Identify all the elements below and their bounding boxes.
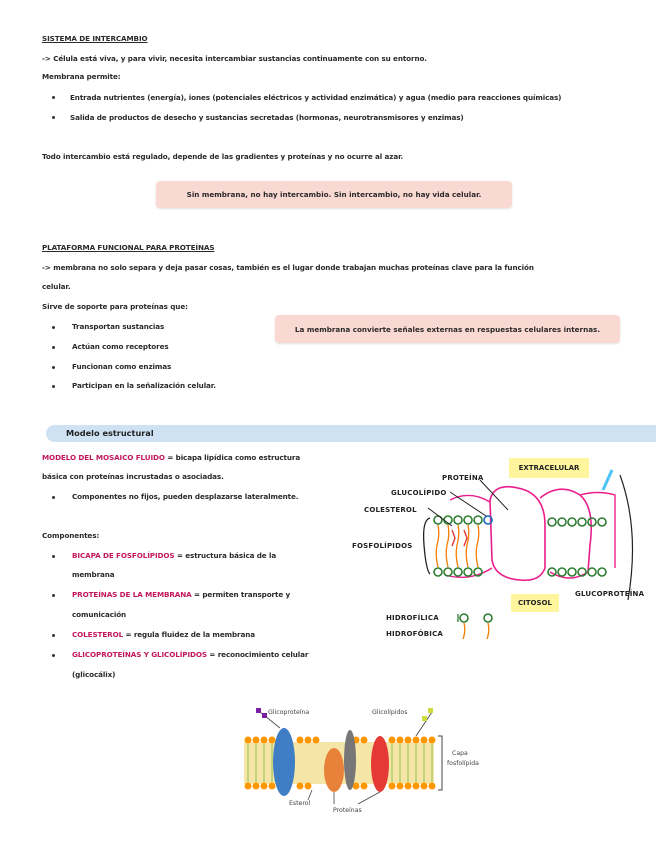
bullet [52,96,55,99]
figure-proteinas: Proteínas [333,807,362,814]
component-bilayer-desc2: membrana [72,570,115,579]
bullet [52,326,55,329]
glucolipido-label: GLUCOLÍPIDO [391,489,447,497]
section3-title: Modelo estructural [66,428,154,438]
upper-heads [434,516,606,526]
bullet-entry: Entrada nutrientes (energía), iones (potenciales eléctricos y actividad enzimática) y agua (medio para reacciones químicas) [70,93,562,102]
bullet [52,116,55,119]
bullet [52,385,55,388]
figure-capa: Capa [452,750,468,757]
bullet [52,634,55,637]
glycoprotein-pointer [620,475,633,600]
esterol-pointer [308,790,312,800]
section2-line2: celular. [42,282,71,291]
component-bilayer-desc: = estructura básica de la [174,551,277,560]
bullet [52,496,55,499]
blue-protein [273,728,295,796]
protein-blob [540,489,591,578]
bullet [52,555,55,558]
callout-exchange-text: Sin membrana, no hay intercambio. Sin intercambio, no hay vida celular. [186,190,482,199]
protein-pointer [480,480,508,510]
bullet-exit: Salida de productos de desecho y sustancias secretadas (hormonas, neurotransmisores y enzimas) [70,113,464,122]
section1-intro: -> Célula está viva, y para vivir, necesita intercambiar sustancias continuamente con su entorno. [42,54,427,63]
bullet [52,366,55,369]
extracelular-tag: EXTRACELULAR [509,458,589,478]
bullet-signaling: Participan en la señalización celular. [72,381,216,390]
figure-glicolipidos: Glicolípidos [372,709,408,716]
bullet-enzymes: Funcionan como enzimas [72,362,172,371]
fosfolipidos-label: FOSFOLÍPIDOS [352,542,413,550]
red-protein [371,736,389,792]
glucoproteina-label: GLUCOPROTEÍNA [575,590,645,598]
component-proteins-name: PROTEÍNAS DE LA MEMBRANA [72,590,192,599]
bullet-receptors: Actúan como receptores [72,342,169,351]
component-proteins-desc2: comunicación [72,610,127,619]
component-glyco [72,650,308,660]
components-label: Componentes: [42,531,100,540]
protein-outline [580,493,615,569]
bilayer-bracket [438,736,442,790]
gray-protein [344,730,356,790]
component-proteins-desc: = permiten transporte y [191,590,291,599]
model-line [42,453,300,463]
hidrofobica-label: HIDROFÓBICA [386,630,444,638]
component-glyco-desc2: (glicocálix) [72,670,116,679]
callout-signals-text: La membrana convierte señales externas en respuestas celulares internas. [294,324,601,334]
proteina-label: PROTEÍNA [442,474,484,482]
model-desc2: básica con proteínas incrustadas o asociadas. [42,472,224,481]
proteins-pointer [358,792,380,804]
hidrofilica-label: HIDROFÍLICA [386,614,439,622]
bullet [52,654,55,657]
legend-lipid [458,614,492,639]
membrane-sketch [340,450,656,660]
bullet-transport: Transportan sustancias [72,322,165,331]
model-bullet: Componentes no fijos, pueden desplazarse lateralmente. [72,492,299,501]
component-cholesterol-name: COLESTEROL [72,630,124,639]
permits-label: Membrana permite: [42,72,121,81]
component-cholesterol [72,630,255,640]
bullet [52,594,55,597]
model-desc: = bicapa lipídica como estructura [164,453,301,462]
glycolipid-sugar [422,716,427,721]
lipid-tails [436,525,479,567]
figure-fosfolipida: fosfolípida [447,760,479,767]
citosol-tag: CITOSOL [511,594,559,612]
section1-title: SISTEMA DE INTERCAMBIO [42,34,148,43]
section2-line1: -> membrana no solo separa y deja pasar cosas, también es el lugar donde trabajan muchas proteínas clave para la función [42,263,534,272]
glycoprotein-stem [603,470,612,490]
support-label: Sirve de soporte para proteínas que: [42,302,188,311]
colesterol-label: COLESTEROL [364,506,417,514]
callout-exchange [156,181,512,208]
orange-protein [324,748,344,792]
component-bilayer [72,551,276,561]
protein-blob [490,487,545,581]
bullet [52,346,55,349]
phospholipid-brace [424,518,430,574]
component-proteins [72,590,290,600]
glycan-sugar [262,713,267,718]
model-name: MODELO DEL MOSAICO FLUIDO [42,453,165,462]
lower-heads [434,568,606,576]
glycolipid-sugar [428,708,433,713]
figure-glicoproteina: Glicoproteína [268,709,310,716]
component-glyco-name: GLICOPROTEÍNAS Y GLICOLÍPIDOS [72,650,207,659]
component-bilayer-name: BICAPA DE FOSFOLÍPIDOS [72,551,175,560]
glycolipid-chain [416,712,432,736]
figure-esterol: Esterol [289,800,311,807]
cholesterol-marks [452,530,467,546]
section2-title: PLATAFORMA FUNCIONAL PARA PROTEÍNAS [42,243,215,252]
component-glyco-desc: = reconocimiento celular [207,650,309,659]
glycan-sugar [256,708,261,713]
regulated-text: Todo intercambio está regulado, depende de las gradientes y proteínas y no ocurre al azar. [42,152,404,161]
component-cholesterol-desc: = regula fluidez de la membrana [123,630,255,639]
callout-signals [275,315,620,343]
